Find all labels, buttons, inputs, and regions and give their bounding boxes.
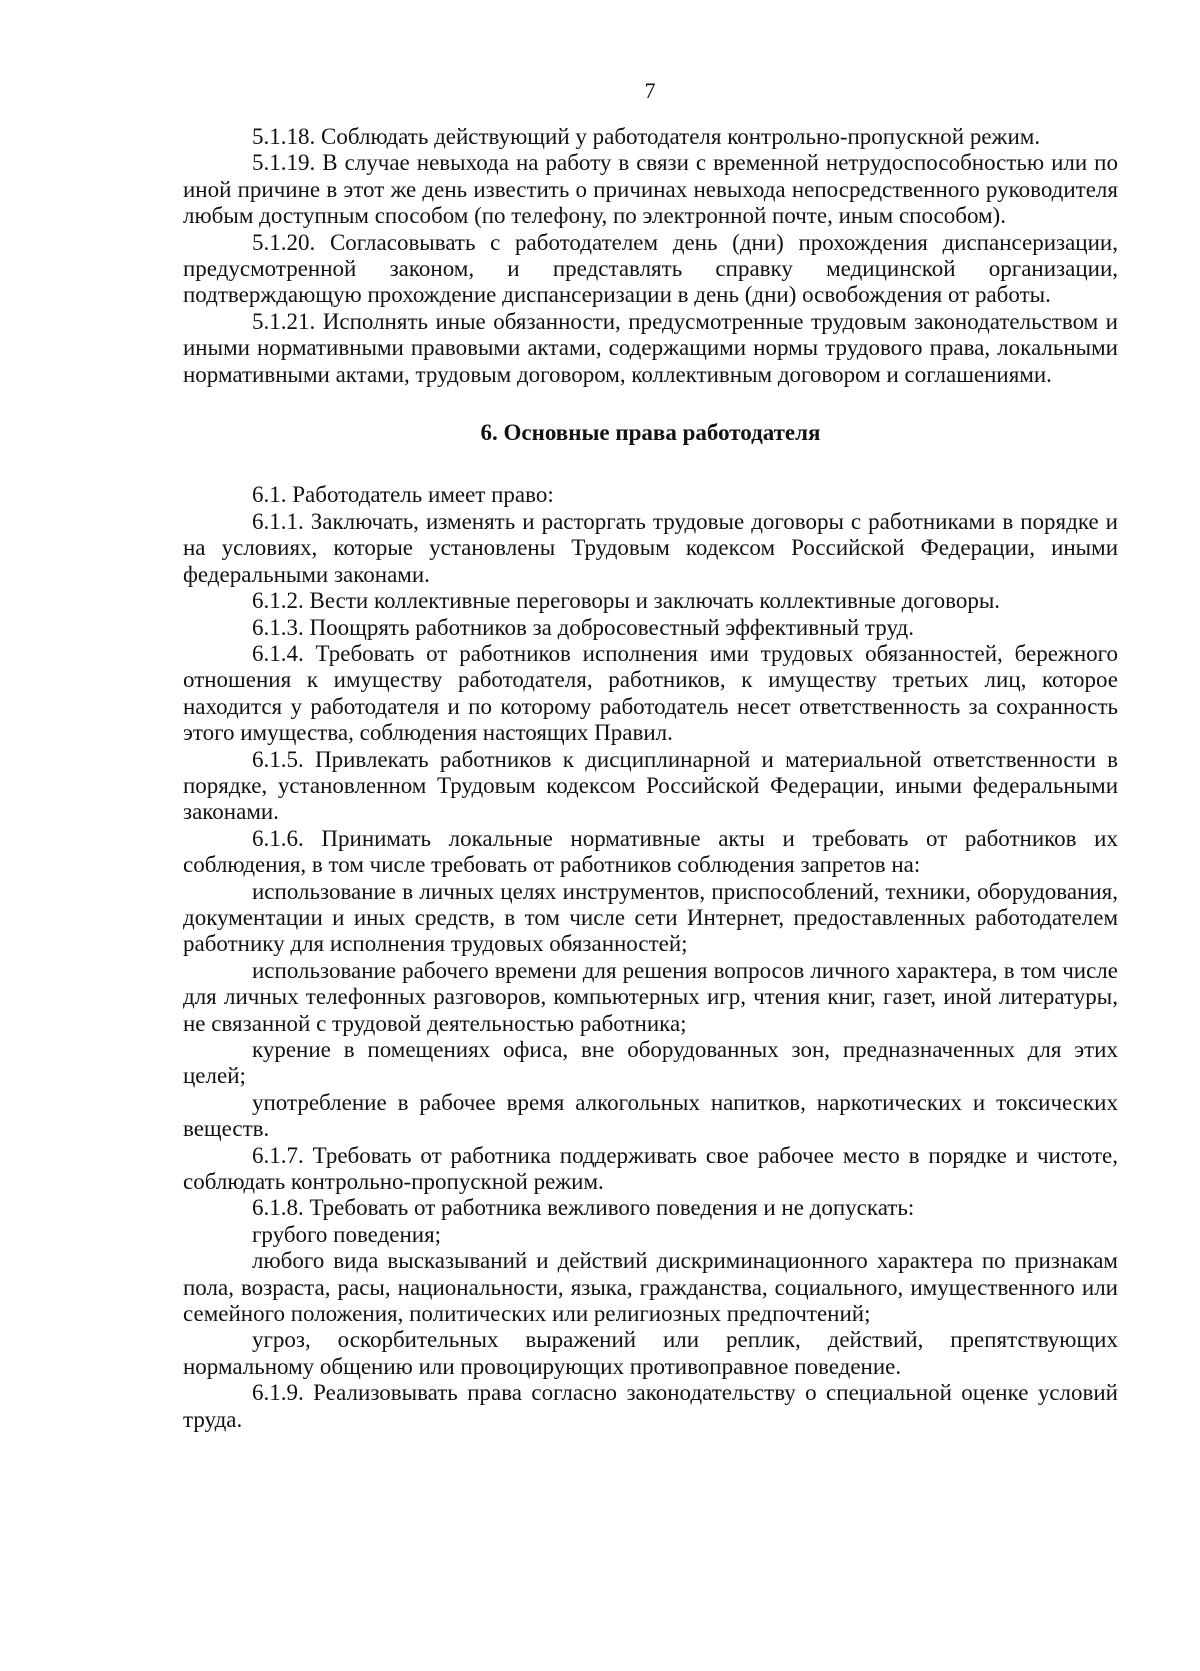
paragraph-6-1-7: 6.1.7. Требовать от работника поддерживать свое рабочее место в порядке и чистоте, соблюдать контрольно-пропускной режим.	[183, 1142, 1118, 1195]
paragraph-6-1-2: 6.1.2. Вести коллективные переговоры и заключать коллективные договоры.	[252, 588, 1001, 614]
page-number: 7	[644, 78, 656, 103]
paragraph-5-1-20: 5.1.20. Согласовывать с работодателем день (дни) прохождения диспансеризации, предусмотренной законом, и представлять справку медицинской организации, подтверждающую прохождение диспансеризации в день (дни) освобождения от работы.	[183, 229, 1118, 308]
paragraph-6-1-3: 6.1.3. Поощрять работников за добросовестный эффективный труд.	[252, 614, 914, 640]
section-heading: 6. Основные права работодателя	[480, 420, 821, 446]
list-item-prohibition: использование в личных целях инструментов, приспособлений, техники, оборудования, документации и иных средств, в том числе сети Интернет, предоставленных работодателем работнику для исполнения трудовых обязанностей;	[183, 878, 1118, 957]
paragraph-6-1-6: 6.1.6. Принимать локальные нормативные акты и требовать от работников их соблюдения, в том числе требовать от работников соблюдения запретов на:	[183, 825, 1118, 878]
list-item-prohibition: использование рабочего времени для решения вопросов личного характера, в том числе для личных телефонных разговоров, компьютерных игр, чтения книг, газет, иной литературы, не связанной с трудовой деятельностью работника;	[183, 957, 1118, 1036]
paragraph-5-1-21: 5.1.21. Исполнять иные обязанности, предусмотренные трудовым законодательством и иными нормативными правовыми актами, содержащими нормы трудового права, локальными нормативными актами, трудовым договором, коллективным договором и соглашениями.	[183, 308, 1118, 387]
paragraph-6-1: 6.1. Работодатель имеет право:	[252, 482, 554, 508]
paragraph-6-1-9: 6.1.9. Реализовывать права согласно законодательству о специальной оценке условий труда.	[183, 1380, 1118, 1432]
list-item-behavior: угроз, оскорбительных выражений или реплик, действий, препятствующих нормальному общению или провоцирующих противоправное поведение.	[183, 1327, 1118, 1379]
paragraph-6-1-5: 6.1.5. Привлекать работников к дисциплинарной и материальной ответственности в порядке, установленном Трудовым кодексом Российской Федерации, иными федеральными законами.	[183, 746, 1118, 825]
list-item-prohibition: курение в помещениях офиса, вне оборудованных зон, предназначенных для этих целей;	[183, 1037, 1118, 1089]
paragraph-6-1-4: 6.1.4. Требовать от работников исполнения ими трудовых обязанностей, бережного отношения к имуществу работодателя, работников, к имуществу третьих лиц, которое находится у работодателя и по которому работодатель несет ответственность за сохранность этого имущества, соблюдения настоящих Правил.	[183, 640, 1118, 746]
spacer	[183, 388, 1118, 420]
list-item-prohibition: употребление в рабочее время алкогольных напитков, наркотических и токсических веществ.	[183, 1089, 1118, 1142]
list-item-behavior: грубого поведения;	[252, 1221, 442, 1247]
paragraph-5-1-19: 5.1.19. В случае невыхода на работу в связи с временной нетрудоспособностью или по иной причине в этот же день известить о причинах невыхода непосредственного руководителя любым доступным способом (по телефону, по электронной почте, иным способом).	[183, 150, 1118, 229]
spacer	[183, 446, 1118, 482]
paragraph-6-1-1: 6.1.1. Заключать, изменять и расторгать трудовые договоры с работниками в порядке и на условиях, которые установлены Трудовым кодексом Российской Федерации, иными федеральными законами.	[183, 508, 1118, 587]
list-item-behavior: любого вида высказываний и действий дискриминационного характера по признакам пола, возраста, расы, национальности, языка, гражданства, социального, имущественного или семейного положения, политических или религиозных предпочтений;	[183, 1248, 1118, 1327]
document-body	[183, 124, 1118, 1433]
paragraph-6-1-8: 6.1.8. Требовать от работника вежливого поведения и не допускать:	[252, 1195, 915, 1221]
paragraph-5-1-18: 5.1.18. Соблюдать действующий у работодателя контрольно-пропускной режим.	[252, 124, 1041, 149]
